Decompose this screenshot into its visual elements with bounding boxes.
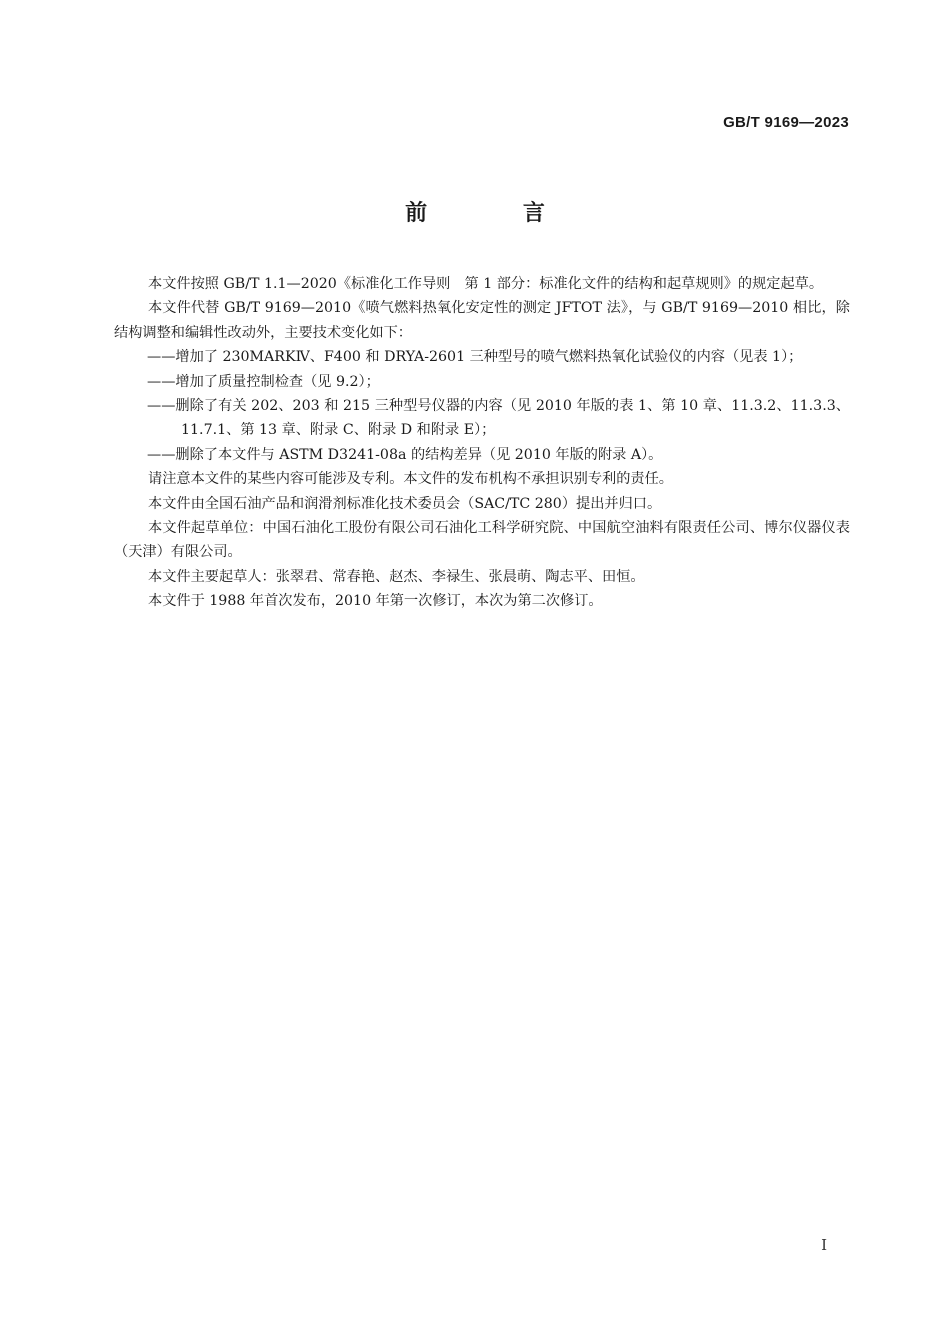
change-item: ——删除了本文件与 ASTM D3241-08a 的结构差异（见 2010 年版的附录 A）。 [147, 446, 663, 463]
page-number: Ⅰ [821, 1236, 827, 1254]
paragraph-history: 本文件于 1988 年首次发布，2010 年第一次修订，本次为第二次修订。 [148, 593, 603, 610]
paragraph-proposer: 本文件由全国石油产品和润滑剂标准化技术委员会（SAC/TC 280）提出并归口。 [148, 495, 662, 512]
paragraph-drafting-units: 本文件起草单位：中国石油化工股份有限公司石油化工科学研究院、中国航空油料有限责任公司、博尔仪器仪表（天津）有限公司。 [114, 520, 850, 561]
paragraph-replacement: 本文件代替 GB/T 9169—2010《喷气燃料热氧化安定性的测定 JFTOT 法》，与 GB/T 9169—2010 相比，除结构调整和编辑性改动外，主要技术变化如下： [114, 300, 850, 341]
change-item: ——删除了有关 202、203 和 215 三种型号仪器的内容（见 2010 年版的表 1、第 10 章、11.3.2、11.3.3、11.7.1、第 13 章、附录 C、附录 D 和附录 E）； [147, 398, 850, 439]
paragraph-drafters: 本文件主要起草人：张翠君、常春艳、赵杰、李禄生、张晨萌、陶志平、田恒。 [148, 568, 645, 585]
standard-number: GB/T 9169—2023 [723, 114, 849, 131]
paragraph-drafting-rules: 本文件按照 GB/T 1.1—2020《标准化工作导则 第 1 部分：标准化文件的结构和起草规则》的规定起草。 [148, 276, 824, 292]
page-title: 前 言 [405, 201, 589, 226]
paragraph-patent-notice: 请注意本文件的某些内容可能涉及专利。本文件的发布机构不承担识别专利的责任。 [148, 471, 673, 488]
change-item: ——增加了 230MARKⅣ、F400 和 DRYA-2601 三种型号的喷气燃料热氧化试验仪的内容（见表 1）； [147, 349, 803, 366]
change-item: ——增加了质量控制检查（见 9.2）； [147, 373, 380, 390]
foreword-body [114, 272, 850, 614]
